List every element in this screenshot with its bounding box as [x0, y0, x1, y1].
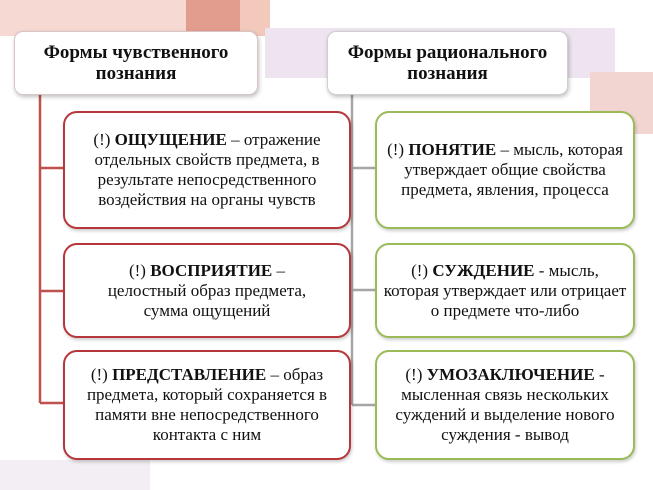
- judgment-box: [375, 243, 635, 338]
- sensory-connectors: [40, 95, 64, 403]
- perception-term: ВОСПРИЯТИЕ: [150, 260, 273, 280]
- inference-term: УМОЗАКЛЮЧЕНИЕ: [426, 365, 595, 384]
- representation-definition: – образ предмета, который сохраняется в памяти вне непосредственного контакта с ним: [86, 365, 328, 444]
- rational-connectors: [352, 95, 376, 405]
- judgment-definition: - мысль, которая утверждает или отрицает о предмете что-либо: [383, 260, 627, 320]
- concept-prefix: (!): [387, 140, 409, 159]
- header-sensory-line1: Формы чувственного: [43, 42, 229, 63]
- header-rational-forms: [327, 31, 568, 95]
- perception-prefix: (!): [128, 260, 151, 280]
- representation-term: ПРЕДСТАВЛЕНИЕ: [112, 365, 267, 384]
- representation-box: [63, 350, 351, 460]
- inference-text: [383, 365, 627, 445]
- sensation-box: [63, 111, 351, 229]
- header-sensory-forms: [14, 31, 258, 95]
- judgment-term: СУЖДЕНИЕ: [432, 260, 535, 280]
- concept-box: [375, 111, 635, 229]
- sensation-term: ОЩУЩЕНИЕ: [114, 130, 227, 149]
- perception-text: [71, 261, 343, 321]
- header-rational-line1: Формы рационального: [347, 42, 548, 63]
- inference-definition: - мысленная связь нескольких суждений и выделение нового суждения - вывод: [395, 365, 615, 444]
- concept-definition: – мысль, которая утверждает общие свойства предмета, явления, процесса: [401, 140, 623, 199]
- judgment-prefix: (!): [411, 260, 433, 280]
- sensation-prefix: (!): [93, 130, 115, 149]
- header-sensory-line2: познания: [95, 63, 177, 84]
- perception-definition: – целостный образ предмета, сумма ощущений: [107, 260, 307, 320]
- sensation-text: [71, 130, 343, 210]
- inference-prefix: (!): [405, 365, 427, 384]
- header-rational-line2: познания: [407, 63, 488, 84]
- representation-text: [71, 365, 343, 445]
- perception-box: [63, 243, 351, 338]
- concept-term: ПОНЯТИЕ: [408, 140, 497, 159]
- sensation-definition: – отражение отдельных свойств предмета, в результате непосредственного воздействия на органы чувств: [94, 130, 321, 209]
- judgment-text: [383, 261, 627, 321]
- concept-text: [383, 140, 627, 200]
- representation-prefix: (!): [90, 365, 113, 384]
- inference-box: [375, 350, 635, 460]
